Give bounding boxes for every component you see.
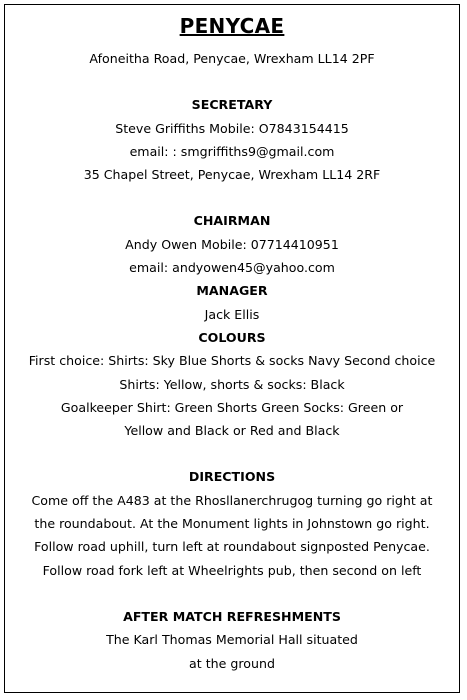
secretary-address: 35 Chapel Street, Penycae, Wrexham LL14 2RF <box>83 167 381 183</box>
spacer <box>11 582 453 605</box>
colours-goalkeeper: Goalkeeper Shirt: Green Shorts Green Socks: Green or <box>60 399 404 415</box>
club-title: PENYCAE <box>179 14 285 38</box>
directions-line: Follow road uphill, turn left at roundabout signposted Penycae. <box>34 539 430 555</box>
chairman-email: email: andyowen45@yahoo.com <box>129 260 335 276</box>
manager-name: Jack Ellis <box>204 306 260 322</box>
chairman-heading: CHAIRMAN <box>193 213 271 229</box>
colours-second-choice: Shirts: Yellow, shorts & socks: Black <box>119 376 345 392</box>
colours-heading: COLOURS <box>198 329 266 345</box>
spacer <box>11 442 453 465</box>
directions-line: Come off the A483 at the Rhosllanerchrugog turning go right at <box>31 492 433 508</box>
club-info-card <box>4 4 460 693</box>
colours-first-choice: First choice: Shirts: Sky Blue Shorts & socks Navy Second choice <box>28 353 436 369</box>
secretary-heading: SECRETARY <box>191 97 273 113</box>
refreshments-heading: AFTER MATCH REFRESHMENTS <box>123 608 341 624</box>
refreshments-location: at the ground <box>189 655 275 671</box>
secretary-name-mobile: Steve Griffiths Mobile: O7843154415 <box>115 120 349 136</box>
ground-address: Afoneitha Road, Penycae, Wrexham LL14 2PF <box>89 51 375 66</box>
refreshments-venue: The Karl Thomas Memorial Hall situated <box>106 632 358 648</box>
secretary-email: email: : smgriffiths9@gmail.com <box>129 143 335 159</box>
chairman-name-mobile: Andy Owen Mobile: 07714410951 <box>125 236 339 252</box>
directions-heading: DIRECTIONS <box>188 469 276 485</box>
directions-line: Follow road fork left at Wheelrights pub, then second on left <box>42 562 422 578</box>
spacer <box>11 70 453 93</box>
manager-heading: MANAGER <box>196 283 268 299</box>
colours-goalkeeper-alt: Yellow and Black or Red and Black <box>124 423 340 439</box>
spacer <box>11 186 453 209</box>
directions-line: the roundabout. At the Monument lights in Johnstown go right. <box>34 516 430 532</box>
